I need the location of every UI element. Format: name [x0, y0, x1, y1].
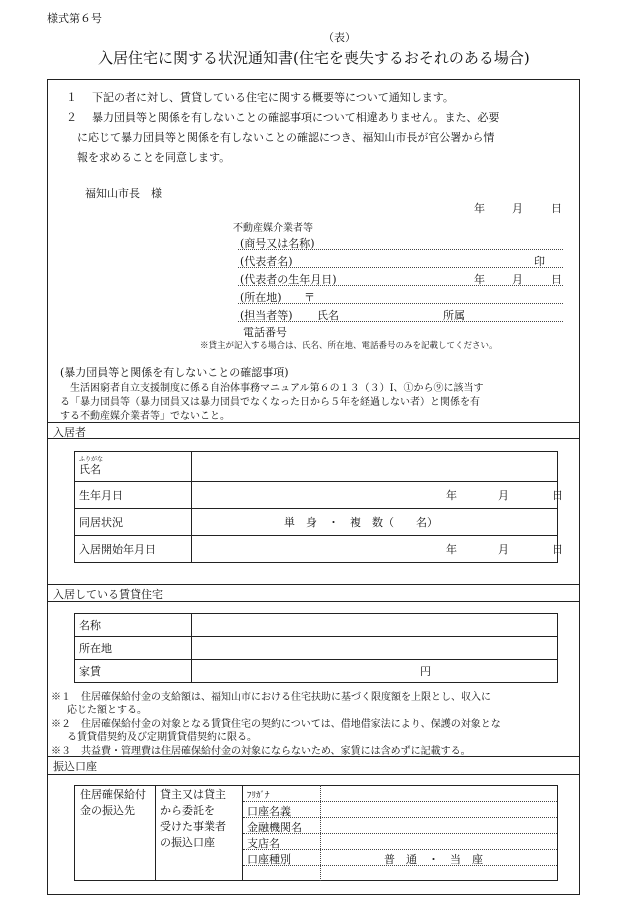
resident-movein-day: 日: [552, 543, 563, 556]
note-2-line1: ※２ 住居確保給付金の対象となる賃貸住宅の契約については、借地借家法により、保護の対象とな: [51, 719, 501, 730]
form-number: 様式第６号: [47, 12, 102, 25]
resident-section-title: 入居者: [53, 426, 86, 439]
bank-section-title: 振込口座: [53, 760, 97, 773]
bank-account-name-label: 口座名義: [247, 805, 291, 818]
agent-birth-year: 年: [474, 273, 485, 286]
bank-destination-label: 住居確保給付 金の振込先: [80, 788, 146, 817]
housing-name-label: 名称: [75, 614, 192, 637]
agent-staff-label: (担当者等): [240, 309, 293, 322]
bank-furigana-label: ﾌﾘｶﾞﾅ: [247, 791, 270, 801]
agent-note: ※貸主が記入する場合は、氏名、所在地、電話番号のみを記載してください。: [200, 341, 498, 351]
resident-name-label: 氏名: [79, 463, 101, 476]
bank-institution-label: 金融機関名: [247, 821, 302, 834]
resident-birth-year: 年: [446, 489, 457, 502]
agent-staff-name-label: 氏名: [317, 309, 339, 322]
housing-name-field[interactable]: [192, 614, 558, 637]
housing-address-field[interactable]: [192, 637, 558, 660]
agent-birth-month: 月: [512, 273, 523, 286]
housing-rent-label: 家賃: [75, 660, 192, 683]
resident-household-field[interactable]: 単 身 ・ 複 数（ 名）: [192, 509, 558, 536]
resident-movein-label: 入居開始年月日: [75, 536, 192, 563]
addressee: 福知山市長 様: [85, 187, 162, 200]
date-year: 年: [474, 202, 485, 215]
resident-name-label-cell: [75, 452, 192, 482]
resident-name-field[interactable]: [192, 452, 558, 482]
seal-mark: 印: [534, 255, 545, 268]
confirm-line1: 生活困窮者自立支援制度に係る自治体事務マニュアル第６の１３（３）Ⅰ、①から⑨に該当す: [70, 383, 484, 394]
item-2-line1: 暴力団員等と関係を有しないことの確認事項について相違ありません。また、必要: [92, 111, 500, 124]
bank-account-owner-label: 貸主又は貸主 から委託を 受けた事業者 の振込口座: [160, 788, 226, 849]
furigana-label: ふりがな: [79, 456, 104, 463]
item-1-text: 下記の者に対し、賃貸している住宅に関する概要等について通知します。: [92, 91, 454, 104]
date-day: 日: [551, 202, 562, 215]
side-label: （表）: [323, 31, 356, 44]
resident-table: [74, 451, 563, 563]
agent-birth-label: (代表者の生年月日): [240, 273, 337, 286]
agent-phone-label: 電話番号: [243, 326, 287, 339]
housing-rent-field[interactable]: 円: [192, 660, 558, 683]
confirm-heading: (暴力団員等と関係を有しないことの確認事項): [60, 366, 289, 379]
item-2-line3: 報を求めることを同意します。: [77, 151, 231, 164]
housing-address-label: 所在地: [75, 637, 192, 660]
agent-trade-name-label: (商号又は名称): [240, 237, 315, 250]
agent-representative-label: (代表者名): [240, 255, 293, 268]
resident-birth-field[interactable]: [192, 482, 563, 509]
bank-branch-label: 支店名: [247, 837, 280, 850]
resident-birth-month: 月: [498, 489, 509, 502]
note-2-line2: る賃貸借契約及び定期賃貸借契約に限る。: [67, 732, 257, 743]
agent-address-label: (所在地): [240, 291, 282, 304]
housing-section-title: 入居している賃貸住宅: [53, 588, 163, 601]
resident-movein-month: 月: [498, 543, 509, 556]
note-1-line1: ※１ 住居確保給付金の支給額は、福知山市における住宅扶助に基づく限度額を上限とし、収入に: [51, 692, 491, 703]
page-title: 入居住宅に関する状況通知書(住宅を喪失するおそれのある場合): [98, 49, 530, 67]
note-1-line2: 応じた額とする。: [67, 705, 147, 716]
bank-account-type-value[interactable]: 普 通 ・ 当 座: [384, 853, 483, 866]
note-3: ※３ 共益費・管理費は住居確保給付金の対象にならないため、家賃には含めずに記載する。: [51, 746, 471, 757]
agent-heading: 不動産媒介業者等: [233, 223, 313, 234]
postal-mark: 〒: [304, 291, 315, 304]
resident-movein-field[interactable]: [192, 536, 563, 563]
resident-birth-day: 日: [552, 489, 563, 502]
resident-movein-year: 年: [446, 543, 457, 556]
item-2-num: ２: [66, 111, 77, 124]
resident-household-label: 同居状況: [75, 509, 192, 536]
agent-staff-dept-label: 所属: [443, 309, 465, 322]
item-2-line2: に応じて暴力団員等と関係を有しないことの確認につき、福知山市長が官公署から情: [77, 131, 495, 144]
item-1-num: １: [66, 91, 77, 104]
confirm-line2: る「暴力団員等（暴力団員又は暴力団員でなくなった日から５年を経過しない者）と関係を有: [60, 397, 480, 408]
confirm-line3: する不動産媒介業者等」でないこと。: [60, 411, 230, 422]
housing-table: [74, 613, 558, 683]
resident-birth-label: 生年月日: [75, 482, 192, 509]
date-month: 月: [512, 202, 523, 215]
agent-birth-day: 日: [551, 273, 562, 286]
bank-account-type-label: 口座種別: [247, 853, 291, 866]
